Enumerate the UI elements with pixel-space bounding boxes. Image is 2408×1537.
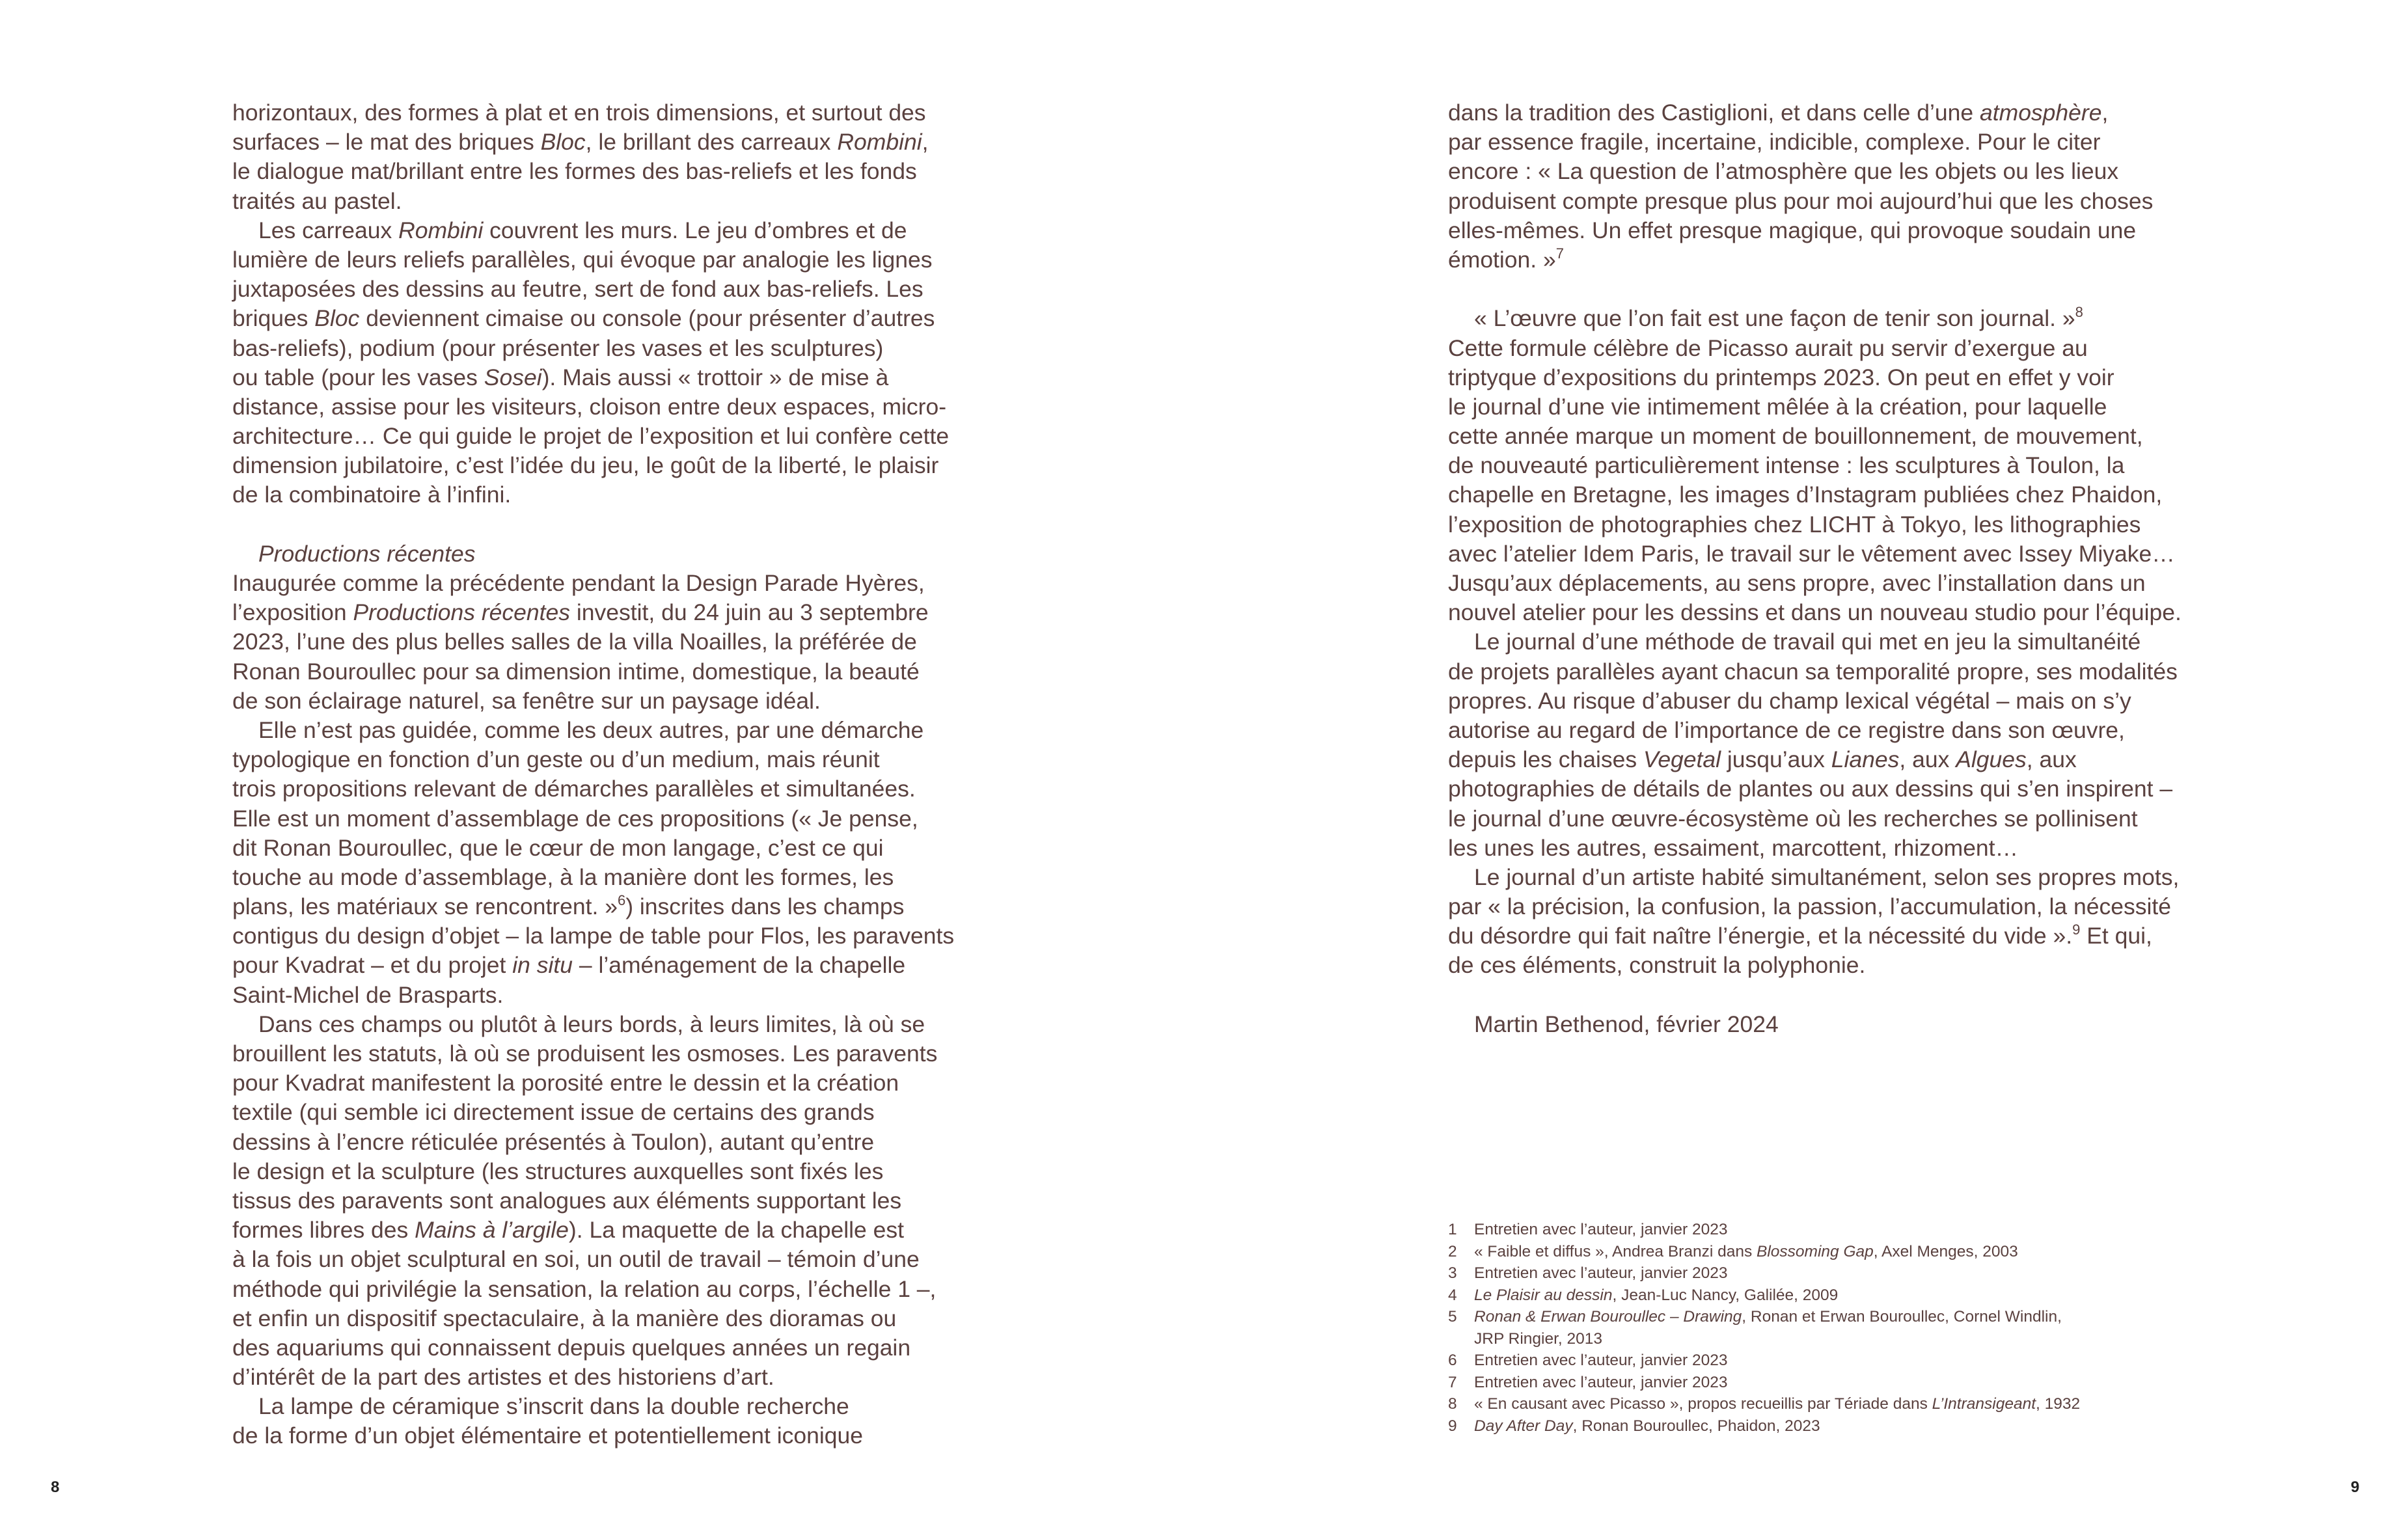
italic-text: Sosei [484, 364, 542, 390]
text-run: autorise au regard de l’importance de ce registre dans son œuvre, [1448, 716, 2125, 743]
text-line [232, 863, 1000, 892]
italic-text: Le Plaisir au dessin [1474, 1286, 1613, 1304]
footnote-ref: 9 [2072, 921, 2081, 938]
text-run: triptyque d’expositions du printemps 2023. On peut en effet y voir [1448, 364, 2114, 390]
text-line [232, 128, 1000, 157]
text-line [1448, 392, 2216, 422]
text-line [232, 1068, 1000, 1098]
footnote-number: 3 [1448, 1264, 1457, 1282]
text-run: des aquariums qui connaissent depuis quelques années un regain [232, 1334, 911, 1361]
text-run: Le journal d’une méthode de travail qui met en jeu la simultanéité [1474, 629, 2141, 655]
footnote [1448, 1350, 2080, 1372]
text-run: – l’aménagement de la chapelle [572, 952, 906, 979]
text-run: typologique en fonction d’un geste ou d’un medium, mais réunit [232, 746, 880, 773]
text-line [1448, 216, 2216, 245]
text-run: Saint-Michel de Brasparts. [232, 981, 504, 1008]
text-run: Le journal d’un artiste habité simultanément, selon ses propres mots, [1474, 864, 2180, 890]
text-line [232, 1128, 1000, 1157]
text-run: Elle est un moment d’assemblage de ces propositions (« Je pense, [232, 805, 918, 832]
text-run: Entretien avec l’auteur, janvier 2023 [1474, 1373, 1728, 1391]
footnote-number: 7 [1448, 1373, 1457, 1391]
footnote [1448, 1415, 2080, 1437]
text-run: cette année marque un moment de bouillonnement, de mouvement, [1448, 423, 2143, 450]
text-line [232, 1421, 1000, 1450]
text-run: brouillent les statuts, là où se produisent les osmoses. Les paravents [232, 1041, 938, 1067]
paragraph-gap [232, 510, 1000, 539]
text-line [232, 392, 1000, 422]
text-run: , aux [1899, 746, 1956, 773]
text-line [232, 187, 1000, 216]
text-run: et enfin un dispositif spectaculaire, à la manière des dioramas ou [232, 1305, 897, 1331]
text-run: ) inscrites dans les champs [625, 893, 905, 920]
text-line [232, 774, 1000, 804]
italic-text: Vegetal [1643, 746, 1721, 773]
text-run: pour Kvadrat – et du projet [232, 952, 513, 979]
paragraph-gap [1448, 981, 2216, 1010]
text-run: bas-reliefs), podium (pour présenter les vases et les sculptures) [232, 334, 884, 361]
text-run: pour Kvadrat manifestent la porosité entre le dessin et la création [232, 1070, 899, 1096]
text-run: traités au pastel. [232, 187, 402, 214]
text-run: Martin Bethenod, février 2024 [1474, 1011, 1779, 1037]
text-line [1448, 863, 2216, 892]
text-run: La lampe de céramique s’inscrit dans la double recherche [258, 1393, 849, 1420]
text-run: , le brillant des carreaux [585, 129, 838, 156]
text-line [232, 304, 1000, 333]
text-line [232, 334, 1000, 363]
text-line [232, 216, 1000, 245]
text-run: , Axel Menges, 2003 [1873, 1242, 2018, 1260]
text-run: de son éclairage naturel, sa fenêtre sur un paysage idéal. [232, 687, 821, 714]
text-run: de projets parallèles ayant chacun sa temporalité propre, ses modalités [1448, 658, 2178, 685]
text-line [1448, 363, 2216, 392]
text-line [1448, 774, 2216, 804]
footnote [1448, 1372, 2080, 1394]
footnote-number: 1 [1448, 1221, 1457, 1238]
italic-text: L’Intransigeant [1932, 1395, 2036, 1413]
text-run: contigus du design d’objet – la lampe de table pour Flos, les paravents [232, 923, 955, 949]
footnote-text [1474, 1372, 1728, 1394]
text-run: surfaces – le mat des briques [232, 129, 541, 156]
text-run: horizontaux, des formes à plat et en trois dimensions, et surtout des [232, 100, 926, 126]
text-line [1448, 687, 2216, 716]
text-line [1448, 1010, 2216, 1039]
italic-text: in situ [512, 952, 573, 979]
text-line [232, 480, 1000, 510]
text-run: de nouveauté particulièrement intense : les sculptures à Toulon, la [1448, 452, 2125, 479]
text-line [1448, 921, 2216, 951]
text-line [232, 245, 1000, 275]
text-run: lumière de leurs reliefs parallèles, qui évoque par analogie les lignes [232, 246, 933, 273]
text-line [232, 598, 1000, 627]
text-line [232, 1098, 1000, 1127]
italic-text: Ronan & Erwan Bouroullec – Drawing [1474, 1308, 1742, 1326]
footnote [1448, 1219, 2080, 1241]
italic-text: Algues [1956, 746, 2027, 773]
text-run: d’intérêt de la part des artistes et des historiens d’art. [232, 1364, 774, 1391]
text-run: Ronan Bouroullec pour sa dimension intime, domestique, la beauté [232, 658, 920, 685]
text-line [232, 275, 1000, 304]
footnote-text [1474, 1219, 1728, 1241]
text-line [1448, 657, 2216, 687]
italic-text: Rombini [837, 129, 922, 156]
text-line [1448, 245, 2216, 275]
footnote-text [1474, 1262, 1728, 1285]
text-run: , [922, 129, 929, 156]
text-run: , Jean-Luc Nancy, Galilée, 2009 [1612, 1286, 1839, 1304]
text-run: ). Mais aussi « trottoir » de mise à [541, 364, 889, 390]
text-line [232, 951, 1000, 980]
text-run: distance, assise pour les visiteurs, cloison entre deux espaces, micro- [232, 393, 947, 420]
italic-text: atmosphère [1980, 100, 2102, 126]
text-line [232, 1392, 1000, 1421]
text-run: produisent compte presque plus pour moi aujourd’hui que les choses [1448, 187, 2154, 214]
text-line [232, 1275, 1000, 1304]
footnote-ref: 6 [617, 892, 626, 909]
page-number-right: 9 [2351, 1478, 2360, 1496]
text-run: Dans ces champs ou plutôt à leurs bords, à leurs limites, là où se [258, 1011, 925, 1037]
footnote [1448, 1393, 2080, 1415]
text-line [232, 539, 1000, 569]
text-run: Jusqu’aux déplacements, au sens propre, avec l’installation dans un [1448, 570, 2146, 596]
text-run: ). La maquette de la chapelle est [568, 1217, 905, 1244]
text-run: Et qui, [2080, 923, 2152, 949]
italic-text: Rombini [398, 217, 484, 243]
text-run: par essence fragile, incertaine, indicible, complexe. Pour le citer [1448, 129, 2101, 156]
footnote-number: 8 [1448, 1395, 1457, 1413]
text-run: « Faible et diffus », Andrea Branzi dans [1474, 1242, 1757, 1260]
text-line [232, 657, 1000, 687]
text-run: juxtaposées des dessins au feutre, sert de fond aux bas-reliefs. Les [232, 276, 924, 303]
text-line [1448, 804, 2216, 834]
text-line [1448, 128, 2216, 157]
footnote-number: 5 [1448, 1308, 1457, 1326]
text-line [232, 627, 1000, 657]
text-run: Entretien avec l’auteur, janvier 2023 [1474, 1221, 1728, 1238]
text-run: , aux [2026, 746, 2077, 773]
text-run: depuis les chaises [1448, 746, 1643, 773]
text-line [232, 745, 1000, 774]
text-run: émotion. » [1448, 246, 1556, 273]
footnote-text [1474, 1241, 2018, 1263]
text-run: Inaugurée comme la précédente pendant la Design Parade Hyères, [232, 570, 925, 596]
text-line [1448, 98, 2216, 128]
footnote-ref: 7 [1555, 245, 1565, 262]
text-line [232, 1039, 1000, 1068]
text-line [232, 422, 1000, 451]
text-line [1448, 598, 2216, 627]
text-line [232, 1186, 1000, 1216]
footnote-number: 2 [1448, 1242, 1457, 1260]
text-run: les unes les autres, essaiment, marcottent, rhizoment… [1448, 834, 2019, 861]
text-run: Les carreaux [258, 217, 399, 243]
text-run: avec l’atelier Idem Paris, le travail sur le vêtement avec Issey Miyake… [1448, 540, 2175, 567]
text-run: de la combinatoire à l’infini. [232, 482, 512, 508]
text-run: Entretien avec l’auteur, janvier 2023 [1474, 1352, 1728, 1369]
text-run: textile (qui semble ici directement issue de certains des grands [232, 1099, 875, 1126]
text-run: tissus des paravents sont analogues aux éléments supportant les [232, 1187, 902, 1214]
footnote [1448, 1241, 2080, 1263]
text-run: dans la tradition des Castiglioni, et dans celle d’une [1448, 100, 1980, 126]
italic-text: Productions récentes [353, 599, 570, 626]
text-run: Entretien avec l’auteur, janvier 2023 [1474, 1264, 1728, 1282]
text-run: « L’œuvre que l’on fait est une façon de tenir son journal. » [1474, 305, 2075, 332]
text-line [1448, 451, 2216, 480]
footnote-number [1448, 1328, 1474, 1350]
text-line [232, 892, 1000, 921]
text-run: 2023, l’une des plus belles salles de la villa Noailles, la préférée de [232, 629, 917, 655]
italic-text: Blossoming Gap [1757, 1242, 1874, 1260]
text-run: , [2101, 100, 2109, 126]
text-run: chapelle en Bretagne, les images d’Instagram publiées chez Phaidon, [1448, 482, 2163, 508]
text-line [232, 716, 1000, 745]
text-run: le journal d’une œuvre-écosystème où les recherches se pollinisent [1448, 805, 2138, 832]
text-line [1448, 951, 2216, 980]
text-run: investit, du 24 juin au 3 septembre [570, 599, 929, 626]
footnote [1448, 1306, 2080, 1328]
text-line [1448, 334, 2216, 363]
text-run: par « la précision, la confusion, la passion, l’accumulation, la nécessité [1448, 893, 2171, 920]
text-line [1448, 892, 2216, 921]
text-line [232, 687, 1000, 716]
text-run: deviennent cimaise ou console (pour présenter d’autres [359, 305, 935, 332]
text-line [232, 834, 1000, 863]
text-line [1448, 422, 2216, 451]
text-run: couvrent les murs. Le jeu d’ombres et de [483, 217, 907, 243]
italic-text: Mains à l’argile [415, 1217, 569, 1244]
paragraph-gap [1448, 275, 2216, 304]
italic-text: Bloc [314, 305, 360, 332]
text-run: , 1932 [2036, 1395, 2081, 1413]
text-run: « En causant avec Picasso », propos recueillis par Tériade dans [1474, 1395, 1932, 1413]
footnote-text [1474, 1328, 1602, 1350]
text-line [1448, 480, 2216, 510]
text-run: encore : « La question de l’atmosphère que les objets ou les lieux [1448, 158, 2119, 185]
text-run: plans, les matériaux se rencontrent. » [232, 893, 618, 920]
text-line [1448, 745, 2216, 774]
italic-text: Lianes [1831, 746, 1900, 773]
italic-text: Productions récentes [258, 540, 476, 567]
text-run: dimension jubilatoire, c’est l’idée du jeu, le goût de la liberté, le plaisir [232, 452, 939, 479]
text-line [232, 921, 1000, 951]
text-run: , Ronan Bouroullec, Phaidon, 2023 [1572, 1417, 1820, 1435]
text-run: photographies de détails de plantes ou aux dessins qui s’en inspirent – [1448, 776, 2173, 802]
text-line [232, 1363, 1000, 1392]
text-line [232, 1157, 1000, 1186]
footnote-ref: 8 [2075, 304, 2083, 321]
text-run: dit Ronan Bouroullec, que le cœur de mon langage, c’est ce qui [232, 834, 884, 861]
text-run: l’exposition [232, 599, 353, 626]
footnote-text [1474, 1306, 2062, 1328]
text-run: méthode qui privilégie la sensation, la relation au corps, l’échelle 1 –, [232, 1275, 937, 1302]
text-run: Elle n’est pas guidée, comme les deux autres, par une démarche [258, 716, 924, 743]
footnote-number: 6 [1448, 1352, 1457, 1369]
text-run: le dialogue mat/brillant entre les formes des bas-reliefs et les fonds [232, 158, 917, 185]
text-run: , Ronan et Erwan Bouroullec, Cornel Windlin, [1742, 1308, 2062, 1326]
text-line [232, 804, 1000, 834]
footnote-number: 9 [1448, 1417, 1457, 1435]
text-line [232, 1333, 1000, 1363]
footnote-text [1474, 1350, 1728, 1372]
text-line [232, 98, 1000, 128]
text-line [232, 157, 1000, 186]
text-line [1448, 569, 2216, 598]
text-line [1448, 834, 2216, 863]
text-run: elles-mêmes. Un effet presque magique, qui provoque soudain une [1448, 217, 2137, 243]
text-run: dessins à l’encre réticulée présentés à Toulon), autant qu’entre [232, 1128, 875, 1155]
footnote-text [1474, 1415, 1820, 1437]
text-line [232, 1216, 1000, 1245]
footnote [1448, 1262, 2080, 1285]
footnote-number: 4 [1448, 1286, 1457, 1304]
text-line [1448, 304, 2216, 333]
text-line [1448, 539, 2216, 569]
text-line [1448, 187, 2216, 216]
text-run: de la forme d’un objet élémentaire et potentiellement iconique [232, 1422, 863, 1449]
text-line [1448, 716, 2216, 745]
text-run: propres. Au risque d’abuser du champ lexical végétal – mais on s’y [1448, 687, 2131, 714]
text-run: l’exposition de photographies chez LICHT à Tokyo, les lithographies [1448, 511, 2141, 537]
footnote [1448, 1285, 2080, 1307]
text-run: briques [232, 305, 315, 332]
text-line [1448, 627, 2216, 657]
text-run: nouvel atelier pour les dessins et dans un nouveau studio pour l’équipe. [1448, 599, 2182, 626]
text-run: formes libres des [232, 1217, 415, 1244]
italic-text: Bloc [540, 129, 586, 156]
text-line [232, 1245, 1000, 1274]
text-line [232, 451, 1000, 480]
italic-text: Day After Day [1474, 1417, 1573, 1435]
footnotes [1448, 1219, 2080, 1437]
footnote [1448, 1328, 2080, 1350]
text-line [232, 569, 1000, 598]
text-line [232, 1010, 1000, 1039]
text-run: JRP Ringier, 2013 [1474, 1329, 1603, 1348]
footnote-text [1474, 1393, 2080, 1415]
text-run: le journal d’une vie intimement mêlée à la création, pour laquelle [1448, 393, 2107, 420]
text-line [1448, 510, 2216, 539]
right-page-body [1448, 98, 2216, 1039]
text-run: trois propositions relevant de démarches parallèles et simultanées. [232, 776, 916, 802]
text-run: le design et la sculpture (les structures auxquelles sont fixés les [232, 1158, 884, 1184]
text-run: jusqu’aux [1721, 746, 1831, 773]
text-run: architecture… Ce qui guide le projet de l’exposition et lui confère cette [232, 423, 950, 450]
page-number-left: 8 [51, 1478, 60, 1496]
text-run: de ces éléments, construit la polyphonie. [1448, 952, 1866, 979]
footnote-text [1474, 1285, 1838, 1307]
left-page-body [232, 98, 1000, 1451]
text-run: du désordre qui fait naître l’énergie, et la nécessité du vide ». [1448, 923, 2073, 949]
text-line [232, 1304, 1000, 1333]
text-run: ou table (pour les vases [232, 364, 484, 390]
text-line [1448, 157, 2216, 186]
text-run: à la fois un objet sculptural en soi, un outil de travail – témoin d’une [232, 1246, 920, 1273]
text-run: Cette formule célèbre de Picasso aurait pu servir d’exergue au [1448, 334, 2088, 361]
text-line [232, 981, 1000, 1010]
text-line [232, 363, 1000, 392]
text-run: touche au mode d’assemblage, à la manière dont les formes, les [232, 864, 894, 890]
